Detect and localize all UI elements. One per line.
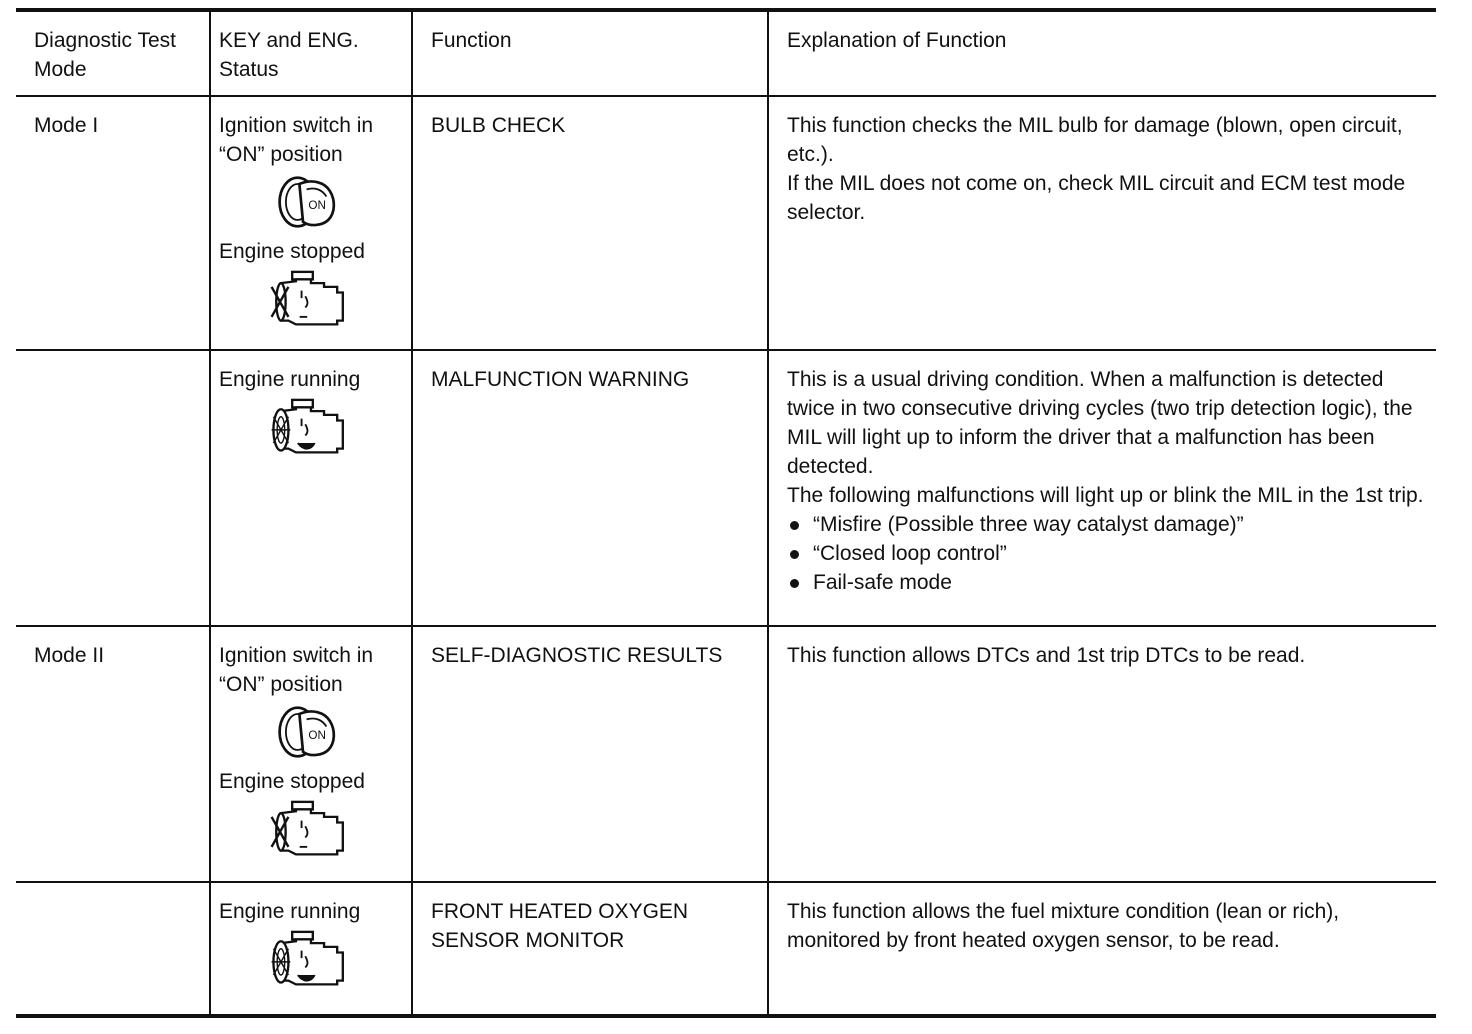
engine-stopped-icon: [267, 270, 353, 330]
status-cell: [210, 882, 412, 1016]
list-item: “Misfire (Possible three way catalyst damage)”: [787, 510, 1430, 539]
status-line: Engine running: [219, 368, 361, 391]
header-explanation: Explanation of Function: [768, 10, 1436, 96]
explanation-paragraph: This function checks the MIL bulb for damage (blown, open circuit, etc.).: [787, 114, 1403, 166]
header-diagnostic-test-mode: Diagnostic Test Mode: [16, 10, 210, 96]
status-line: Engine stopped: [219, 240, 365, 263]
header-key-eng-status: KEY and ENG. Status: [210, 10, 412, 96]
explanation-paragraph: This function allows DTCs and 1st trip DTCs to be read.: [787, 644, 1306, 667]
engine-running-icon: [267, 930, 353, 990]
mode-cell: Mode I: [16, 96, 210, 350]
status-line: Engine stopped: [219, 770, 365, 793]
list-item: “Closed loop control”: [787, 539, 1430, 568]
list-item: Fail-safe mode: [787, 568, 1430, 597]
function-cell: SELF-DIAGNOSTIC RESULTS: [412, 626, 768, 882]
status-cell: [210, 626, 412, 882]
explanation-cell: [768, 626, 1436, 882]
mode-cell: [16, 882, 210, 1016]
engine-stopped-icon: [267, 800, 353, 860]
ignition-key-on-icon: [267, 703, 339, 761]
table-row: [16, 626, 1436, 882]
mode-cell: Mode II: [16, 626, 210, 882]
malfunction-list: [787, 510, 1430, 597]
explanation-cell: [768, 96, 1436, 350]
status-cell: [210, 350, 412, 626]
explanation-cell: [768, 882, 1436, 1016]
ignition-key-on-icon: [267, 173, 339, 231]
function-cell: FRONT HEATED OXYGEN SENSOR MONITOR: [412, 882, 768, 1016]
table-row: [16, 96, 1436, 350]
explanation-paragraph: This function allows the fuel mixture condition (lean or rich), monitored by front heated oxygen sensor, to be read.: [787, 900, 1340, 952]
explanation-cell: [768, 350, 1436, 626]
function-cell: BULB CHECK: [412, 96, 768, 350]
explanation-paragraph: This is a usual driving condition. When a malfunction is detected twice in two consecutive driving cycles (two trip detection logic), the MIL will light up to inform the driver that a malfunction has been detected.: [787, 368, 1413, 478]
table-row: [16, 882, 1436, 1016]
table-row: [16, 350, 1436, 626]
diagnostic-test-mode-table: [16, 8, 1436, 1018]
header-function: Function: [412, 10, 768, 96]
status-cell: [210, 96, 412, 350]
status-line: Ignition switch in “ON” position: [219, 644, 374, 696]
engine-running-icon: [267, 398, 353, 458]
table-header-row: [16, 10, 1436, 96]
status-line: Ignition switch in “ON” position: [219, 114, 374, 166]
explanation-paragraph: If the MIL does not come on, check MIL circuit and ECM test mode selector.: [787, 172, 1406, 224]
function-cell: MALFUNCTION WARNING: [412, 350, 768, 626]
status-line: Engine running: [219, 900, 361, 923]
mode-cell: [16, 350, 210, 626]
explanation-paragraph: The following malfunctions will light up or blink the MIL in the 1st trip.: [787, 484, 1424, 507]
